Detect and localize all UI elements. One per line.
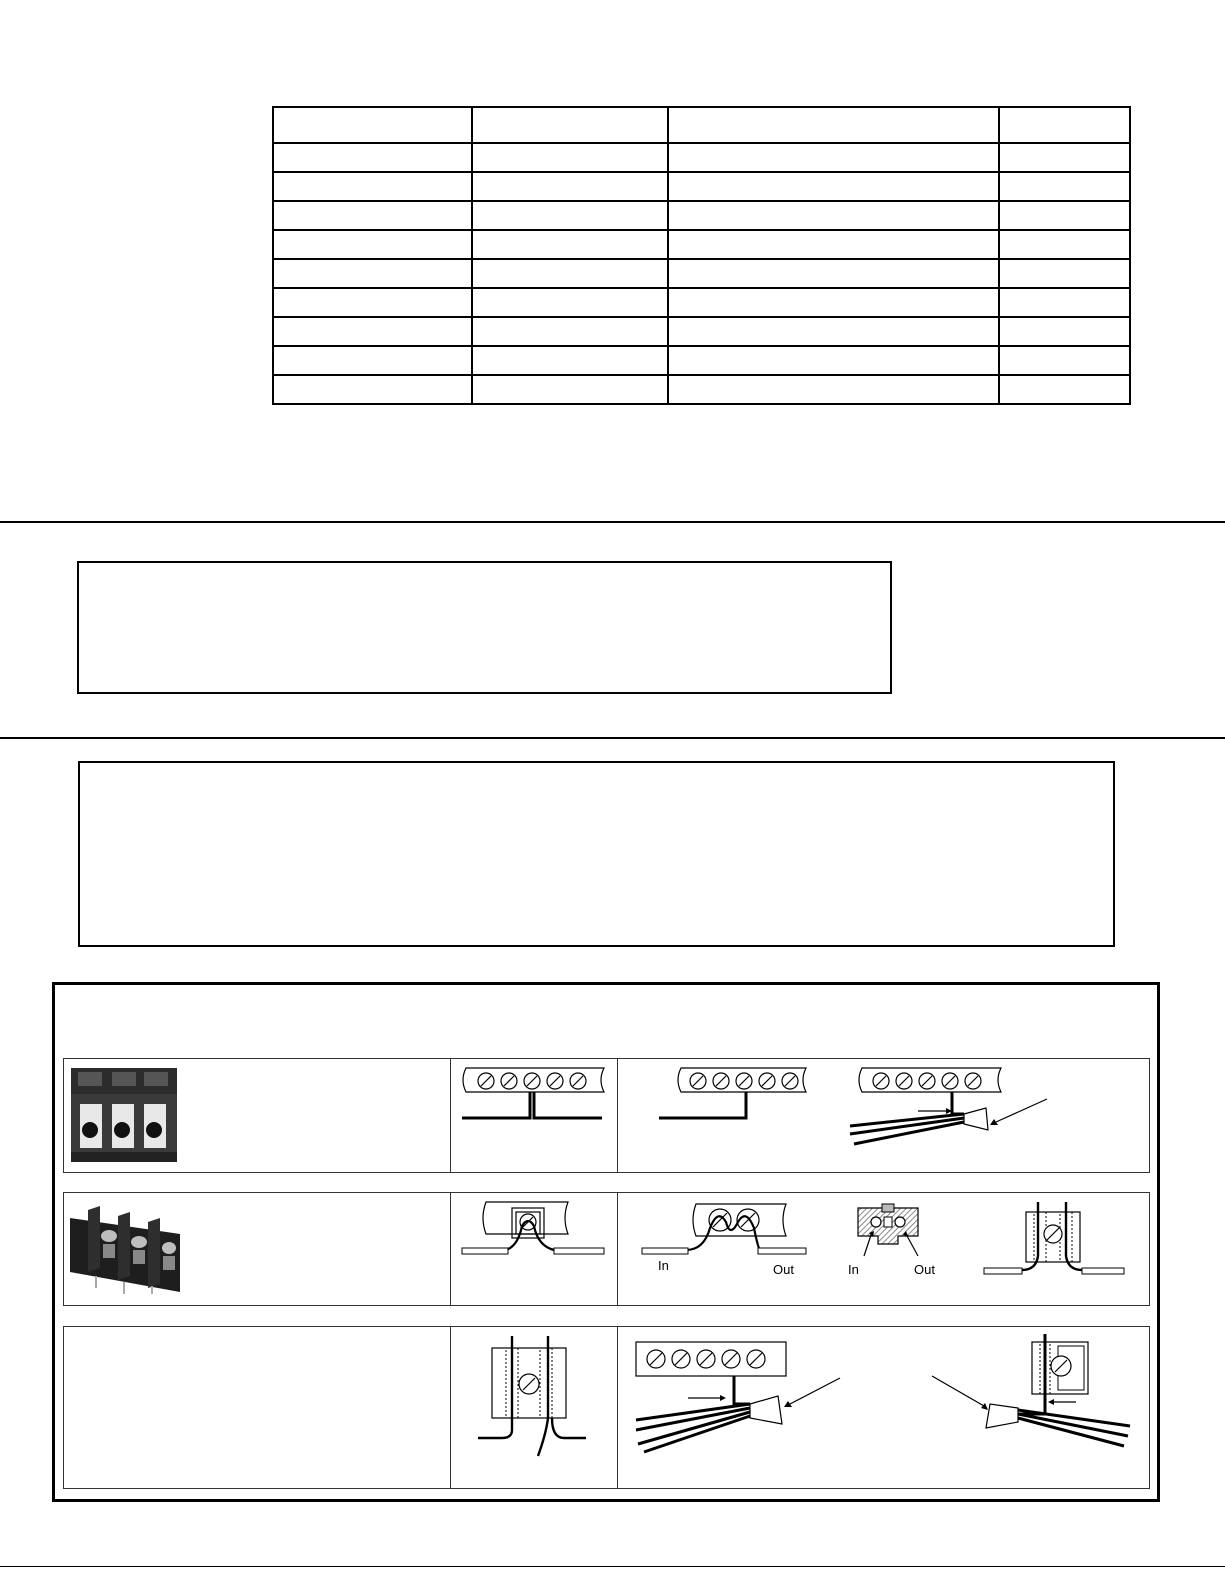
barrier-strip-icon [66, 1198, 184, 1298]
table-row [273, 259, 1130, 288]
label-in: In [848, 1262, 859, 1277]
table-row [273, 143, 1130, 172]
terminal-screw-row-icon [458, 1198, 610, 1268]
wire-nut-icon [634, 1340, 846, 1456]
terminal-screw-row-icon [472, 1334, 592, 1464]
footer-divider [0, 1566, 1225, 1567]
table-row [273, 201, 1130, 230]
table-row [273, 288, 1130, 317]
table-row [273, 107, 1130, 143]
section-divider [0, 521, 1225, 523]
section-divider [0, 737, 1225, 739]
wire-nut-icon [846, 1064, 1058, 1154]
terminal-screw-row-icon [638, 1198, 810, 1260]
table-row [273, 230, 1130, 259]
table-row [273, 375, 1130, 404]
specification-table [272, 106, 1131, 405]
label-in: In [658, 1258, 669, 1273]
table-row [273, 317, 1130, 346]
label-out: Out [914, 1262, 935, 1277]
notice-box [77, 561, 892, 694]
table-row [273, 172, 1130, 201]
terminal-screw-row-icon [656, 1064, 811, 1124]
wire-nut-icon [928, 1334, 1138, 1456]
warning-box [78, 761, 1115, 947]
terminal-screw-row-icon [458, 1064, 610, 1124]
label-out: Out [773, 1262, 794, 1277]
table-row [273, 346, 1130, 375]
terminal-cross-section-icon [846, 1200, 928, 1262]
euro-terminal-block-icon [68, 1064, 180, 1168]
terminal-screw-row-icon [982, 1198, 1128, 1280]
